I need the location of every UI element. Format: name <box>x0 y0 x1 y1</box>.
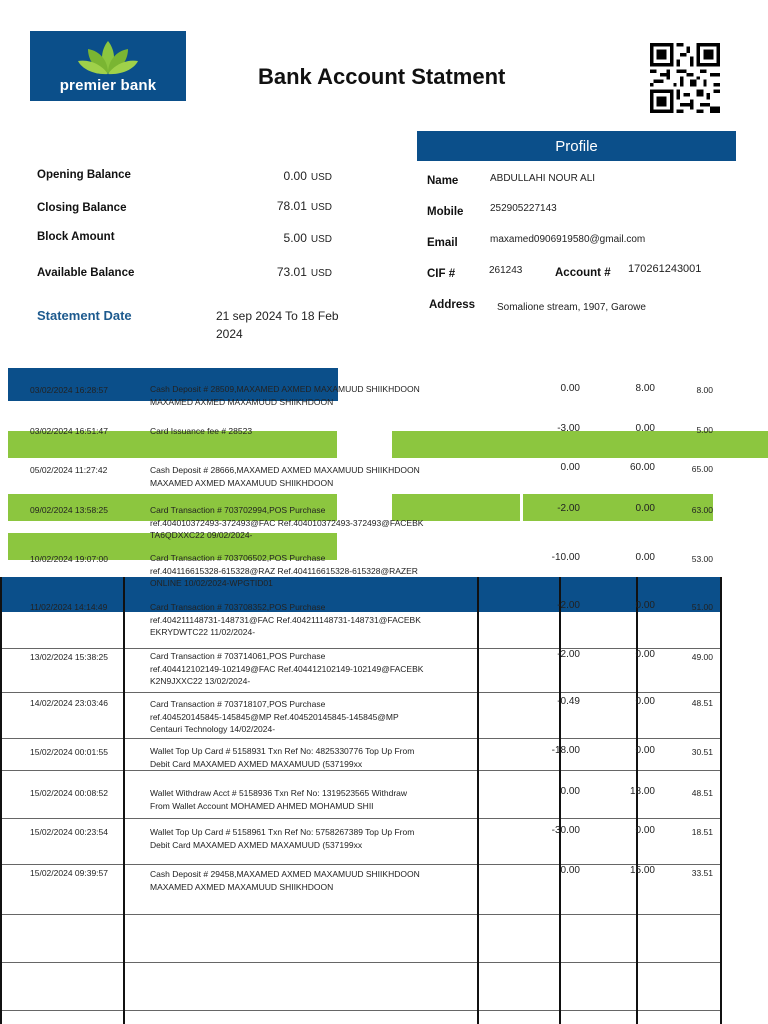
closing-balance-label: Closing Balance <box>37 202 127 214</box>
profile-email-label: Email <box>427 237 458 249</box>
tx-balance: 65.00 <box>691 464 713 474</box>
tx-date: 15/02/2024 00:01:55 <box>30 747 108 757</box>
tx-date: 10/02/2024 19:07:00 <box>30 554 108 564</box>
tx-balance: 48.51 <box>691 788 713 798</box>
row-divider <box>0 692 722 693</box>
block-amount-label: Block Amount <box>37 231 115 243</box>
tx-credit: 0.00 <box>635 649 655 660</box>
tx-balance: 49.00 <box>691 652 713 662</box>
tx-balance: 5.00 <box>696 425 713 435</box>
available-balance-value: 73.01 USD <box>276 265 332 279</box>
column-divider <box>636 577 638 1024</box>
tx-credit: 0.00 <box>635 600 655 611</box>
column-divider <box>0 577 2 1024</box>
tx-date: 03/02/2024 16:28:57 <box>30 385 108 395</box>
highlight-bar <box>392 431 768 458</box>
tx-debit: -10.00 <box>551 552 580 563</box>
tx-credit: 0.00 <box>635 423 655 434</box>
tx-date: 15/02/2024 09:39:57 <box>30 868 108 878</box>
tx-date: 13/02/2024 15:38:25 <box>30 652 108 662</box>
tx-balance: 53.00 <box>691 554 713 564</box>
tx-description: Card Transaction # 703718107,POS Purchase ref.404520145845-145845@MP Ref.404520145845-145845@MP Centauri Technology 14/02/2024- <box>150 699 399 734</box>
tx-description: Wallet Withdraw Acct # 5158936 Txn Ref No: 1319523565 Withdraw From Wallet Account MOHAMED AHMED MOHAMUD SHII <box>150 788 408 811</box>
column-divider <box>720 577 722 1024</box>
logo-text: premier bank <box>59 77 157 94</box>
opening-balance-value: 0.00 USD <box>283 169 332 183</box>
tx-debit: -30.00 <box>551 825 580 836</box>
tx-credit: 0.00 <box>635 696 655 707</box>
tx-balance: 18.51 <box>691 827 713 837</box>
tx-credit: 8.00 <box>635 383 655 394</box>
bank-logo <box>30 31 186 101</box>
profile-mobile-label: Mobile <box>427 206 464 218</box>
column-divider <box>123 577 125 1024</box>
tx-debit: -3.00 <box>557 423 580 434</box>
page-title: Bank Account Statment <box>258 64 506 89</box>
tx-description: Cash Deposit # 28666,MAXAMED AXMED MAXAMUUD SHIIKHDOON MAXAMED AXMED MAXAMUUD SHIIKHDOON <box>150 465 420 488</box>
tx-debit: 0.00 <box>560 383 580 394</box>
tx-credit: 60.00 <box>629 462 655 473</box>
tx-description: Card Transaction # 703708352,POS Purchase ref.404211148731-148731@FAC Ref.404211148731-148731@FACEBK EKRYDWTC22 11/02/2024- <box>150 602 421 637</box>
profile-name-label: Name <box>427 175 459 187</box>
tx-debit: 0.00 <box>560 462 580 473</box>
tx-description: Wallet Top Up Card # 5158961 Txn Ref No: 5758267389 Top Up From Debit Card MAXAMED AXMED MAXAMUUD (537199xx <box>150 827 415 850</box>
tx-credit: 0.00 <box>635 745 655 756</box>
profile-cif-label: CIF # <box>427 268 456 280</box>
tx-description: Card Transaction # 703706502,POS Purchase ref.404116615328-615328@RAZ Ref.404116615328-615328@RAZER ONLINE 10/02/2024-WPGTID01 <box>150 553 418 588</box>
tx-balance: 48.51 <box>691 698 713 708</box>
tx-description: Card Transaction # 703714061,POS Purchase ref.404412102149-102149@FAC Ref.404412102149-102149@FACEBK K2N9JXXC22 13/02/2024- <box>150 651 424 686</box>
tx-credit: 0.00 <box>635 552 655 563</box>
tx-debit: -2.00 <box>557 503 580 514</box>
profile-address-value: Somalione stream, 1907, Garowe <box>497 302 646 313</box>
tx-debit: -18.00 <box>551 745 580 756</box>
profile-mobile-value: 252905227143 <box>490 203 557 214</box>
row-divider <box>0 770 722 771</box>
tx-balance: 8.00 <box>696 385 713 395</box>
row-divider <box>0 914 722 915</box>
column-divider <box>559 577 561 1024</box>
tx-date: 15/02/2024 00:08:52 <box>30 788 108 798</box>
tx-date: 14/02/2024 23:03:46 <box>30 698 108 708</box>
tx-description: Cash Deposit # 28509,MAXAMED AXMED MAXAMUUD SHIIKHDOON MAXAMED AXMED MAXAMUUD SHIIKHDOON <box>150 384 420 407</box>
lotus-icon <box>78 37 138 77</box>
tx-date: 05/02/2024 11:27:42 <box>30 465 108 475</box>
profile-address-label: Address <box>429 299 476 311</box>
profile-header: Profile <box>417 131 736 161</box>
qr-code-icon <box>650 43 720 113</box>
statement-date-value: 21 sep 2024 To 18 Feb 2024 <box>216 309 339 341</box>
tx-description: Card Transaction # 703702994,POS Purchase ref.404010372493-372493@FAC Ref.404010372493-372493@FACEBK TA6QDXXC22 09/02/2024- <box>150 505 424 540</box>
row-divider <box>0 962 722 963</box>
profile-cif-value: 261243 <box>489 265 523 276</box>
tx-date: 15/02/2024 00:23:54 <box>30 827 108 837</box>
tx-credit: 18.00 <box>629 786 655 797</box>
row-divider <box>0 818 722 819</box>
tx-description: Card Issuance fee # 28523 <box>150 426 253 436</box>
tx-balance: 63.00 <box>691 505 713 515</box>
tx-date: 09/02/2024 13:58:25 <box>30 505 108 515</box>
tx-balance: 33.51 <box>691 868 713 878</box>
opening-balance-label: Opening Balance <box>37 169 131 181</box>
block-amount-value: 5.00 USD <box>283 231 332 245</box>
statement-date-label: Statement Date <box>37 308 132 323</box>
closing-balance-value: 78.01 USD <box>276 199 332 213</box>
tx-debit: 0.00 <box>560 786 580 797</box>
tx-date: 03/02/2024 16:51:47 <box>30 426 108 436</box>
tx-credit: 15.00 <box>629 865 655 876</box>
tx-debit: 0.00 <box>560 865 580 876</box>
tx-credit: 0.00 <box>635 825 655 836</box>
row-divider <box>0 738 722 739</box>
tx-balance: 51.00 <box>691 602 713 612</box>
column-divider <box>477 577 479 1024</box>
profile-account-value: 170261243001 <box>628 263 702 275</box>
tx-debit: -0.49 <box>557 696 580 707</box>
row-divider <box>0 1010 722 1011</box>
tx-credit: 0.00 <box>635 503 655 514</box>
tx-debit: -2.00 <box>557 600 580 611</box>
tx-debit: -2.00 <box>557 649 580 660</box>
profile-name-value: ABDULLAHI NOUR ALI <box>490 173 596 184</box>
tx-description: Wallet Top Up Card # 5158931 Txn Ref No: 4825330776 Top Up From Debit Card MAXAMED AXMED MAXAMUUD (537199xx <box>150 746 415 769</box>
tx-balance: 30.51 <box>691 747 713 757</box>
available-balance-label: Available Balance <box>37 267 135 279</box>
profile-email-value: maxamed0906919580@gmail.com <box>490 234 646 245</box>
profile-account-label: Account # <box>555 267 611 279</box>
tx-date: 11/02/2024 14:14:49 <box>30 602 108 612</box>
tx-description: Cash Deposit # 29458,MAXAMED AXMED MAXAMUUD SHIIKHDOON MAXAMED AXMED MAXAMUUD SHIIKHDOON <box>150 869 420 892</box>
